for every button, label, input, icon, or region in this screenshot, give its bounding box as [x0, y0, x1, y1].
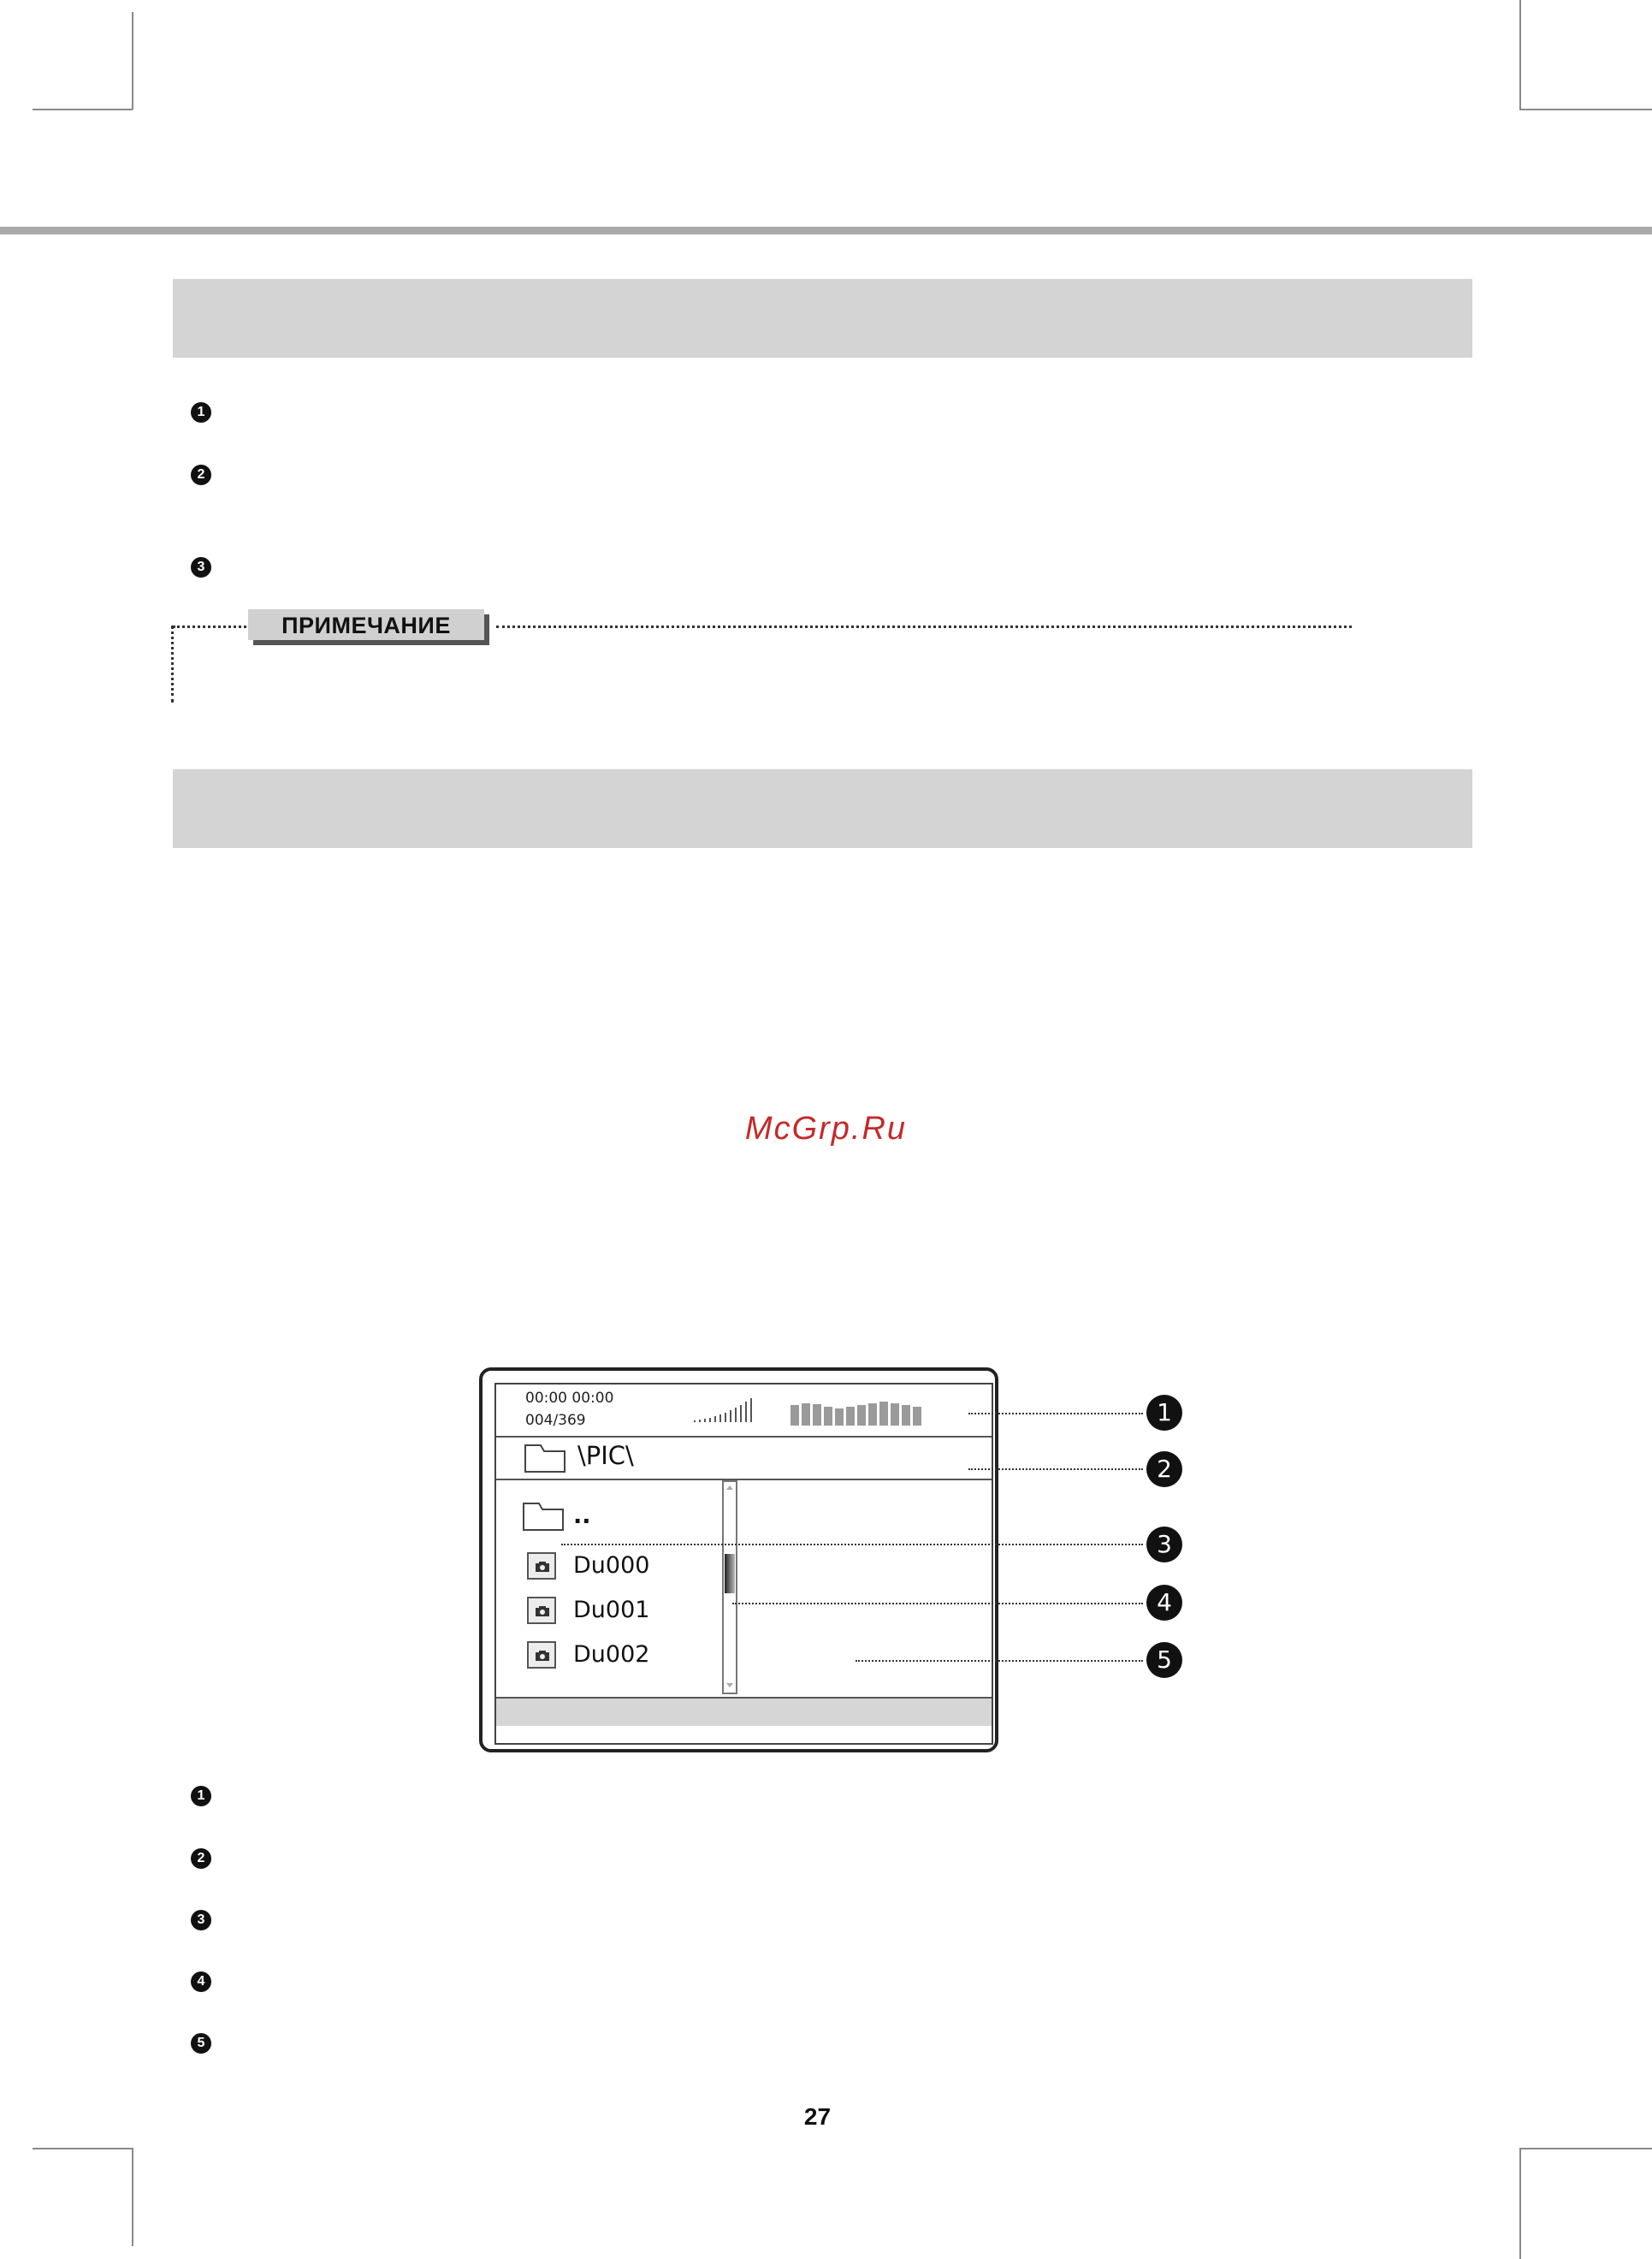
leader-line: [561, 1544, 1143, 1545]
status-bar: [496, 1699, 992, 1726]
crop-mark: [1519, 2148, 1521, 2259]
scroll-up-icon[interactable]: [725, 1484, 734, 1491]
note-label: ПРИМЕЧАНИЕ: [248, 609, 484, 640]
divider: [496, 1479, 992, 1480]
bullet-5: 5: [191, 2033, 211, 2054]
bullet-1: 1: [191, 1786, 211, 1806]
callout-3: 3: [1146, 1527, 1182, 1562]
bullet-1: 1: [191, 402, 211, 423]
parent-folder-item[interactable]: ..: [573, 1503, 591, 1529]
crop-mark: [33, 2148, 133, 2149]
callout-5: 5: [1146, 1642, 1182, 1678]
time-display: 00:00 00:00: [525, 1390, 614, 1407]
header-rule: [0, 227, 1652, 234]
callout-4: 4: [1146, 1585, 1182, 1621]
callout-1: 1: [1146, 1395, 1182, 1431]
section-header-band: [173, 279, 1472, 358]
leader-line: [856, 1660, 1143, 1662]
track-counter: 004/369: [525, 1412, 586, 1429]
photo-file-icon: [527, 1597, 556, 1624]
scroll-down-icon[interactable]: [725, 1682, 734, 1689]
crop-mark: [132, 2148, 133, 2246]
bullet-3: 3: [191, 1910, 211, 1930]
note-border: [496, 626, 1352, 628]
file-item[interactable]: Du000: [573, 1552, 650, 1579]
volume-level-icon: [691, 1395, 760, 1426]
file-item[interactable]: Du001: [573, 1597, 650, 1623]
crop-mark: [33, 109, 133, 110]
watermark: McGrp.Ru: [744, 1111, 908, 1147]
scrollbar-thumb[interactable]: [725, 1554, 735, 1593]
screen-diagram: [479, 1367, 998, 1752]
photo-file-icon: [527, 1641, 556, 1669]
crop-mark: [1519, 2148, 1652, 2149]
crop-mark: [1519, 109, 1652, 110]
divider: [496, 1436, 992, 1438]
folder-icon: [524, 1443, 566, 1473]
file-item[interactable]: Du002: [573, 1641, 650, 1668]
page-number: 27: [803, 2103, 832, 2130]
leader-line: [968, 1468, 1143, 1470]
equalizer-icon: [789, 1398, 939, 1427]
section-header-band: [173, 769, 1472, 848]
divider: [736, 1480, 737, 1694]
note-border: [171, 626, 174, 703]
crop-mark: [1519, 0, 1521, 110]
callout-2: 2: [1146, 1451, 1182, 1487]
leader-line: [732, 1603, 1143, 1604]
crop-mark: [132, 12, 133, 110]
bullet-2: 2: [191, 465, 211, 485]
bullet-4: 4: [191, 1971, 211, 1992]
bullet-2: 2: [191, 1848, 211, 1869]
screen-panel: [494, 1383, 993, 1745]
bullet-3: 3: [191, 557, 211, 578]
leader-line: [968, 1413, 1143, 1414]
note-border: [173, 626, 246, 628]
photo-file-icon: [527, 1552, 556, 1580]
current-path: \PIC\: [577, 1441, 634, 1470]
folder-icon: [522, 1501, 565, 1532]
